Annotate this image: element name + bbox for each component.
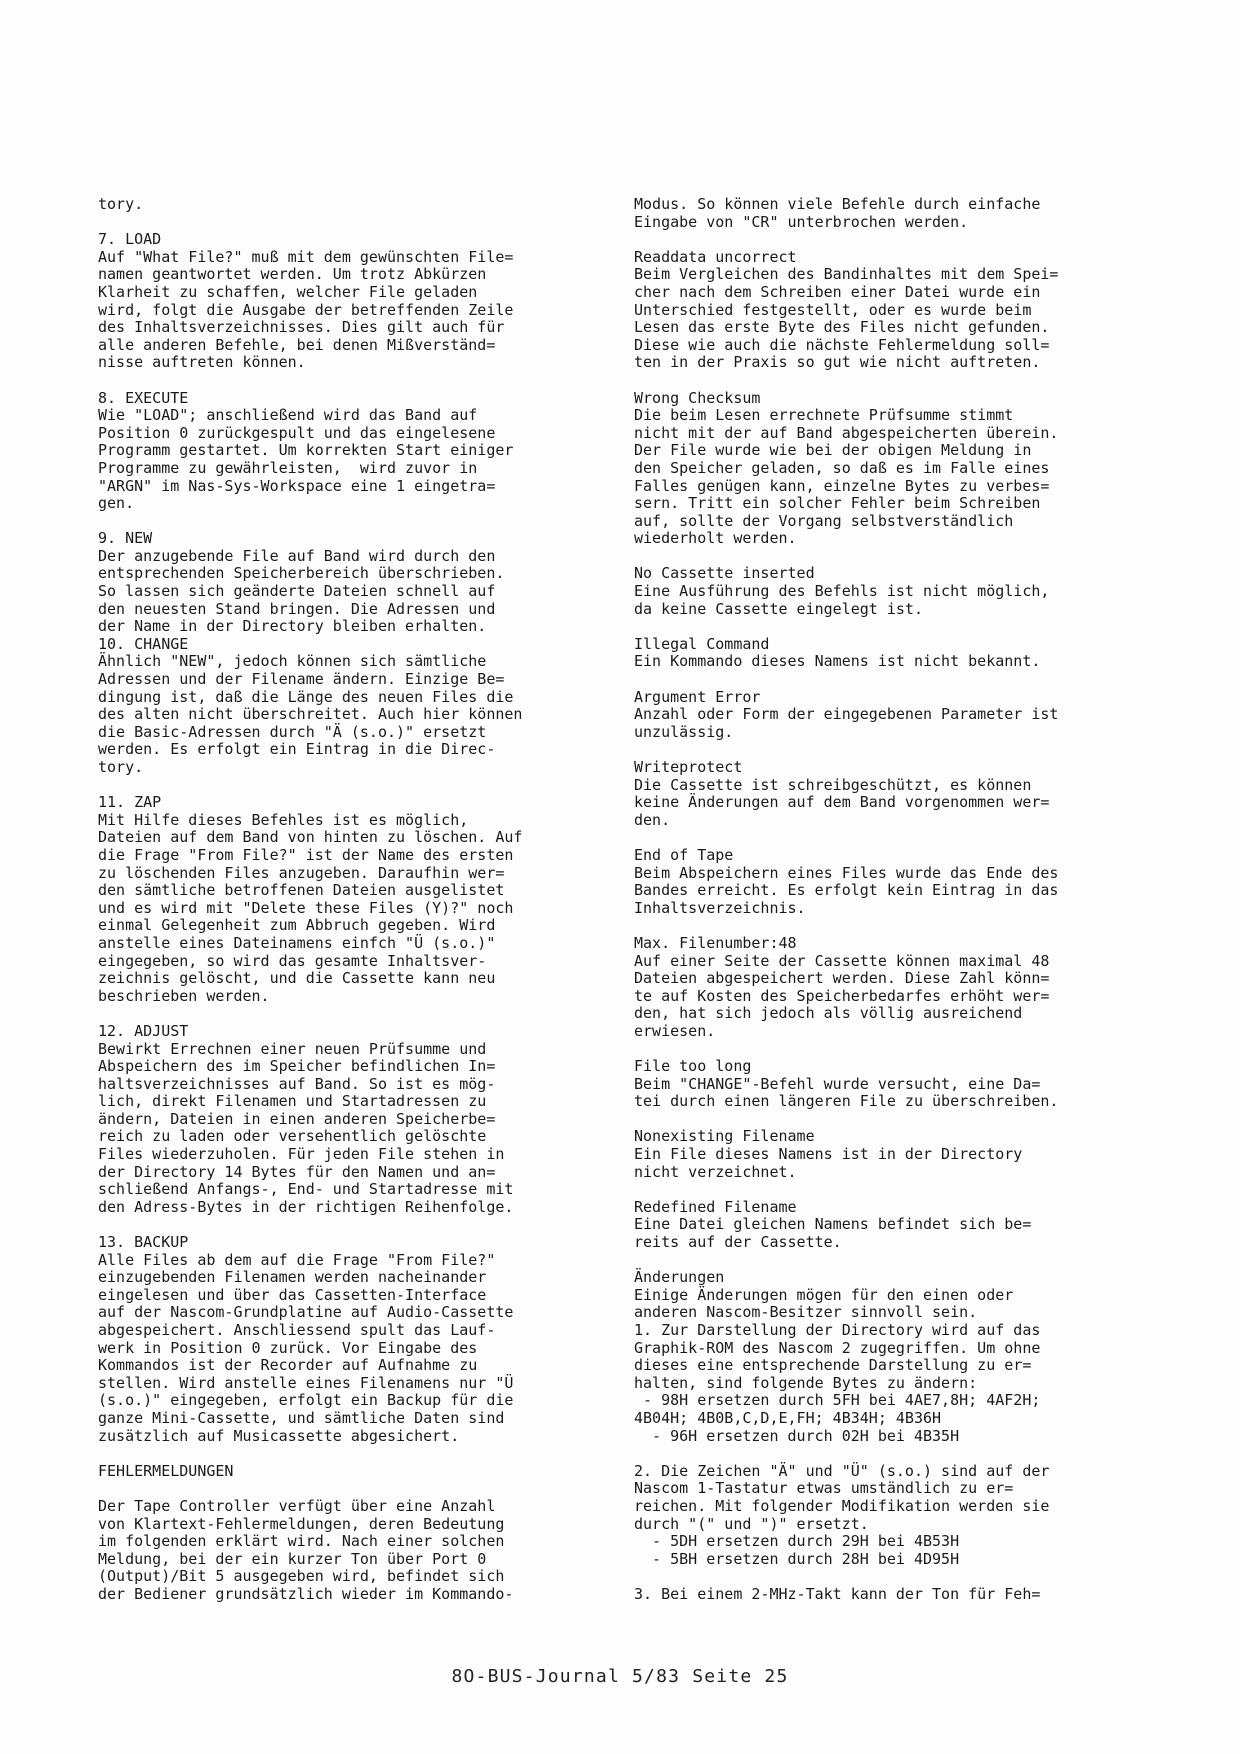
text-line: Redefined Filename	[634, 1197, 797, 1216]
text-line: werk in Position 0 zurück. Vor Eingabe des	[98, 1338, 478, 1357]
text-line: FEHLERMELDUNGEN	[98, 1461, 234, 1480]
text-line: Auf einer Seite der Cassette können maximal 48	[634, 951, 1050, 970]
text-line: (s.o.)" eingegeben, erfolgt ein Backup für die	[98, 1391, 514, 1410]
text-line: zusätzlich auf Musicassette abgesichert.	[98, 1426, 460, 1445]
text-line: und es wird mit "Delete these Files (Y)?" noch	[98, 898, 514, 917]
text-line: den Adress-Bytes in der richtigen Reihenfolge.	[98, 1197, 514, 1216]
text-line: Argument Error	[634, 687, 761, 706]
text-line: haltsverzeichnisses auf Band. So ist es mög-	[98, 1074, 496, 1093]
text-line: 11. ZAP	[98, 793, 162, 812]
text-line: den Speicher geladen, so daß es im Falle eines	[634, 458, 1050, 477]
text-line: No Cassette inserted	[634, 564, 815, 583]
text-line: dieses eine entsprechende Darstellung zu er=	[634, 1356, 1032, 1375]
text-line: Bandes erreicht. Es erfolgt kein Eintrag in das	[634, 881, 1059, 900]
text-line: Mit Hilfe dieses Befehles ist es möglich,	[98, 810, 469, 829]
text-line: reich zu laden oder versehentlich gelöschte	[98, 1127, 487, 1146]
text-line: te auf Kosten des Speicherbedarfes erhöht wer=	[634, 986, 1050, 1005]
text-line: 8. EXECUTE	[98, 388, 189, 407]
text-line: Beim Vergleichen des Bandinhaltes mit dem Spei=	[634, 265, 1059, 284]
left-column-paragraph	[98, 1463, 558, 1481]
text-line: Modus. So können viele Befehle durch einfache	[634, 195, 1041, 213]
text-line: Die Cassette ist schreibgeschützt, es können	[634, 775, 1032, 794]
text-line: tory.	[98, 758, 144, 776]
text-line: 12. ADJUST	[98, 1021, 189, 1040]
text-line: der Directory 14 Bytes für den Namen und an=	[98, 1162, 496, 1181]
text-line: Ähnlich "NEW", jedoch können sich sämtliche	[98, 652, 487, 671]
text-line: einzugebenden Filenamen werden nacheinander	[98, 1268, 487, 1287]
text-line: 4B04H; 4B0B,C,D,E,FH; 4B34H; 4B36H	[634, 1408, 942, 1427]
text-line: eingelesen und über das Cassetten-Interface	[98, 1285, 487, 1304]
text-line: Alle Files ab dem auf die Frage "From File?"	[98, 1250, 496, 1269]
text-line: lich, direkt Filenamen und Startadressen zu	[98, 1092, 487, 1111]
left-column-paragraph	[98, 390, 558, 513]
text-line: nicht mit der auf Band abgespeicherten überein.	[634, 423, 1059, 442]
right-column-paragraph	[634, 759, 1098, 829]
text-line: Programm gestartet. Um korrekten Start einiger	[98, 441, 514, 460]
text-line: den, hat sich jedoch als völlig ausreichend	[634, 1004, 1023, 1023]
right-column-paragraph	[634, 565, 1098, 618]
text-line: Dateien abgespeichert werden. Diese Zahl könn=	[634, 969, 1050, 988]
text-line: 2. Die Zeichen "Ä" und "Ü" (s.o.) sind auf der	[634, 1461, 1050, 1480]
text-line: ganze Mini-Cassette, und sämtliche Daten sind	[98, 1408, 505, 1427]
text-line: Lesen das erste Byte des Files nicht gefunden.	[634, 318, 1050, 337]
text-line: beschrieben werden.	[98, 986, 270, 1005]
text-line: Beim "CHANGE"-Befehl wurde versucht, eine Da=	[634, 1074, 1041, 1093]
right-column-paragraph	[634, 390, 1098, 548]
text-line: den neuesten Stand bringen. Die Adressen und	[98, 599, 496, 618]
text-line: "ARGN" im Nas-Sys-Workspace eine 1 eingetra=	[98, 476, 496, 495]
left-column-paragraph	[98, 1023, 558, 1217]
text-line: eingegeben, so wird das gesamte Inhaltsver-	[98, 951, 487, 970]
text-line: wiederholt werden.	[634, 529, 797, 548]
text-line: - 5DH ersetzen durch 29H bei 4B53H	[634, 1532, 960, 1551]
text-line: Bewirkt Errechnen einer neuen Prüfsumme und	[98, 1039, 487, 1058]
text-line: Wrong Checksum	[634, 388, 761, 407]
text-line: Ein File dieses Namens ist in der Directory	[634, 1145, 1023, 1164]
text-line: - 96H ersetzen durch 02H bei 4B35H	[634, 1426, 960, 1445]
text-line: die Frage "From File?" ist der Name des ersten	[98, 845, 514, 864]
right-column-paragraph	[634, 1058, 1098, 1111]
text-line: File too long	[634, 1057, 752, 1076]
text-line: Nonexisting Filename	[634, 1127, 815, 1146]
right-column-paragraph	[634, 689, 1098, 742]
text-line: unzulässig.	[634, 722, 734, 741]
right-column-paragraph	[634, 1199, 1098, 1252]
text-line: schließend Anfangs-, End- und Startadresse mit	[98, 1180, 514, 1199]
text-line: einmal Gelegenheit zum Abbruch gegeben. Wird	[98, 916, 496, 935]
text-line: tei durch einen längeren File zu überschreiben.	[634, 1092, 1059, 1111]
right-column-paragraph	[634, 1269, 1098, 1445]
text-line: entsprechenden Speicherbereich überschrieben.	[98, 564, 505, 583]
text-line: End of Tape	[634, 845, 734, 864]
text-line: Adressen und der Filename ändern. Einzige Be=	[98, 670, 505, 689]
right-column-paragraph	[634, 636, 1098, 671]
text-line: da keine Cassette eingelegt ist.	[634, 599, 923, 618]
text-line: Klarheit zu schaffen, welcher File geladen	[98, 282, 478, 301]
text-line: cher nach dem Schreiben einer Datei wurde ein	[634, 282, 1041, 301]
text-line: Unterschied festgestellt, oder es wurde beim	[634, 300, 1032, 319]
text-line: Inhaltsverzeichnis.	[634, 898, 806, 917]
right-column-paragraph	[634, 935, 1098, 1041]
right-column-paragraph	[634, 249, 1098, 372]
text-line: wird, folgt die Ausgabe der betreffenden Zeile	[98, 300, 514, 319]
text-line: die Basic-Adressen durch "Ä (s.o.)" ersetzt	[98, 722, 487, 741]
left-column	[98, 196, 558, 1621]
text-line: gen.	[98, 494, 135, 513]
text-line: anderen Nascom-Besitzer sinnvoll sein.	[634, 1303, 978, 1322]
text-line: Illegal Command	[634, 634, 770, 653]
text-line: nisse auftreten können.	[98, 353, 306, 372]
text-line: ändern, Dateien in einen anderen Speicherbe=	[98, 1109, 496, 1128]
left-column-paragraph	[98, 794, 558, 1005]
left-column-paragraph	[98, 1234, 558, 1445]
left-column-paragraph	[98, 196, 558, 214]
text-line: Dateien auf dem Band von hinten zu löschen. Auf	[98, 828, 523, 847]
text-line: Eingabe von "CR" unterbrochen werden.	[634, 212, 969, 231]
text-line: alle anderen Befehle, bei denen Mißverständ=	[98, 335, 496, 354]
text-line: namen geantwortet werden. Um trotz Abkürzen	[98, 265, 487, 284]
text-line: Position 0 zurückgespult und das eingelesene	[98, 423, 496, 442]
text-line: durch "(" und ")" ersetzt.	[634, 1514, 869, 1533]
text-line: Der anzugebende File auf Band wird durch den	[98, 546, 496, 565]
text-line: Max. Filenumber:48	[634, 933, 797, 952]
text-line: den sämtliche betroffenen Dateien ausgelistet	[98, 881, 505, 900]
text-line: ten in der Praxis so gut wie nicht auftreten.	[634, 353, 1041, 372]
text-line: 13. BACKUP	[98, 1233, 189, 1252]
text-line: halten, sind folgende Bytes zu ändern:	[634, 1373, 978, 1392]
text-line: abgespeichert. Anschliessend spult das Lauf-	[98, 1321, 496, 1339]
text-line: Eine Ausführung des Befehls ist nicht möglich,	[634, 582, 1050, 601]
text-line: des Inhaltsverzeichnisses. Dies gilt auch für	[98, 318, 505, 337]
text-line: sern. Tritt ein solcher Fehler beim Schreiben	[634, 494, 1041, 513]
text-line: keine Änderungen auf dem Band vorgenommen wer=	[634, 793, 1050, 812]
left-column-paragraph	[98, 231, 558, 372]
text-line: 10. CHANGE	[98, 634, 189, 653]
text-line: reits auf der Cassette.	[634, 1233, 842, 1252]
text-line: anstelle eines Dateinamens einfch "Ü (s.o.)"	[98, 933, 496, 952]
text-line: des alten nicht überschreitet. Auch hier können	[98, 705, 523, 724]
text-line: Graphik-ROM des Nascom 2 zugegriffen. Um ohne	[634, 1338, 1041, 1357]
text-line: stellen. Wird anstelle eines Filenamens nur "Ü	[98, 1373, 514, 1392]
text-line: - 5BH ersetzen durch 28H bei 4D95H	[634, 1549, 960, 1568]
text-line: Meldung, bei der ein kurzer Ton über Port 0	[98, 1549, 487, 1568]
right-column	[634, 196, 1098, 1621]
text-line: Programme zu gewährleisten, wird zuvor in	[98, 458, 478, 477]
text-line: von Klartext-Fehlermeldungen, deren Bedeutung	[98, 1514, 505, 1533]
text-line: Anzahl oder Form der eingegebenen Parameter ist	[634, 705, 1059, 724]
text-line: Ein Kommando dieses Namens ist nicht bekannt.	[634, 652, 1041, 671]
text-line: Abspeichern des im Speicher befindlichen In=	[98, 1057, 496, 1076]
text-line: So lassen sich geänderte Dateien schnell auf	[98, 582, 496, 601]
text-line: Der Tape Controller verfügt über eine Anzahl	[98, 1496, 496, 1515]
text-line: Readdata uncorrect	[634, 247, 797, 266]
text-line: auf der Nascom-Grundplatine auf Audio-Cassette	[98, 1303, 514, 1322]
text-line: erwiesen.	[634, 1021, 716, 1040]
left-column-paragraph	[98, 530, 558, 776]
text-line: reichen. Mit folgender Modifikation werden sie	[634, 1496, 1050, 1515]
text-line: auf, sollte der Vorgang selbstverständlich	[634, 511, 1014, 530]
text-line: dingung ist, daß die Länge des neuen Files die	[98, 687, 514, 706]
left-column-paragraph	[98, 1498, 558, 1604]
text-line: Kommandos ist der Recorder auf Aufnahme zu	[98, 1356, 478, 1375]
text-line: 9. NEW	[98, 529, 153, 548]
right-column-paragraph	[634, 196, 1098, 231]
text-line: Eine Datei gleichen Namens befindet sich be=	[634, 1215, 1032, 1234]
text-line: Files wiederzuholen. Für jeden File stehen in	[98, 1145, 505, 1164]
text-line: Falles genügen kann, einzelne Bytes zu verbes=	[634, 476, 1050, 495]
text-line: Die beim Lesen errechnete Prüfsumme stimmt	[634, 406, 1014, 425]
text-line: Auf "What File?" muß mit dem gewünschten File=	[98, 247, 514, 266]
text-line: Änderungen	[634, 1268, 725, 1287]
text-line: 1. Zur Darstellung der Directory wird auf das	[634, 1321, 1041, 1339]
text-line: Nascom 1-Tastatur etwas umständlich zu er=	[634, 1479, 1014, 1498]
text-line: werden. Es erfolgt ein Eintrag in die Direc-	[98, 740, 496, 759]
text-line: Beim Abspeichern eines Files wurde das Ende des	[634, 863, 1059, 882]
text-line: der Bediener grundsätzlich wieder im Kommando-	[98, 1584, 514, 1603]
text-line: (Output)/Bit 5 ausgegeben wird, befindet sich	[98, 1567, 505, 1586]
text-line: tory.	[98, 195, 144, 213]
right-column-paragraph	[634, 1463, 1098, 1569]
text-line: den.	[634, 810, 671, 829]
right-column-paragraph	[634, 1128, 1098, 1181]
text-line: nicht verzeichnet.	[634, 1162, 797, 1181]
text-line: im folgenden erklärt wird. Nach einer solchen	[98, 1532, 505, 1551]
right-column-paragraph	[634, 1586, 1098, 1604]
text-line: Der File wurde wie bei der obigen Meldung in	[634, 441, 1032, 460]
text-line: - 98H ersetzen durch 5FH bei 4AE7,8H; 4AF2H;	[634, 1391, 1041, 1410]
page-footer: 8O-BUS-Journal 5/83 Seite 25	[451, 1666, 789, 1687]
text-line: der Name in der Directory bleiben erhalten.	[98, 617, 487, 636]
text-line: 7. LOAD	[98, 230, 162, 249]
text-line: Writeprotect	[634, 758, 743, 776]
right-column-paragraph	[634, 847, 1098, 917]
text-line: Diese wie auch die nächste Fehlermeldung soll=	[634, 335, 1050, 354]
text-line: Wie "LOAD"; anschließend wird das Band auf	[98, 406, 478, 425]
text-line: zu löschenden Files anzugeben. Daraufhin wer=	[98, 863, 505, 882]
text-line: Einige Änderungen mögen für den einen oder	[634, 1285, 1014, 1304]
text-line: zeichnis gelöscht, und die Cassette kann neu	[98, 969, 496, 988]
text-line: 3. Bei einem 2-MHz-Takt kann der Ton für Feh=	[634, 1584, 1041, 1603]
